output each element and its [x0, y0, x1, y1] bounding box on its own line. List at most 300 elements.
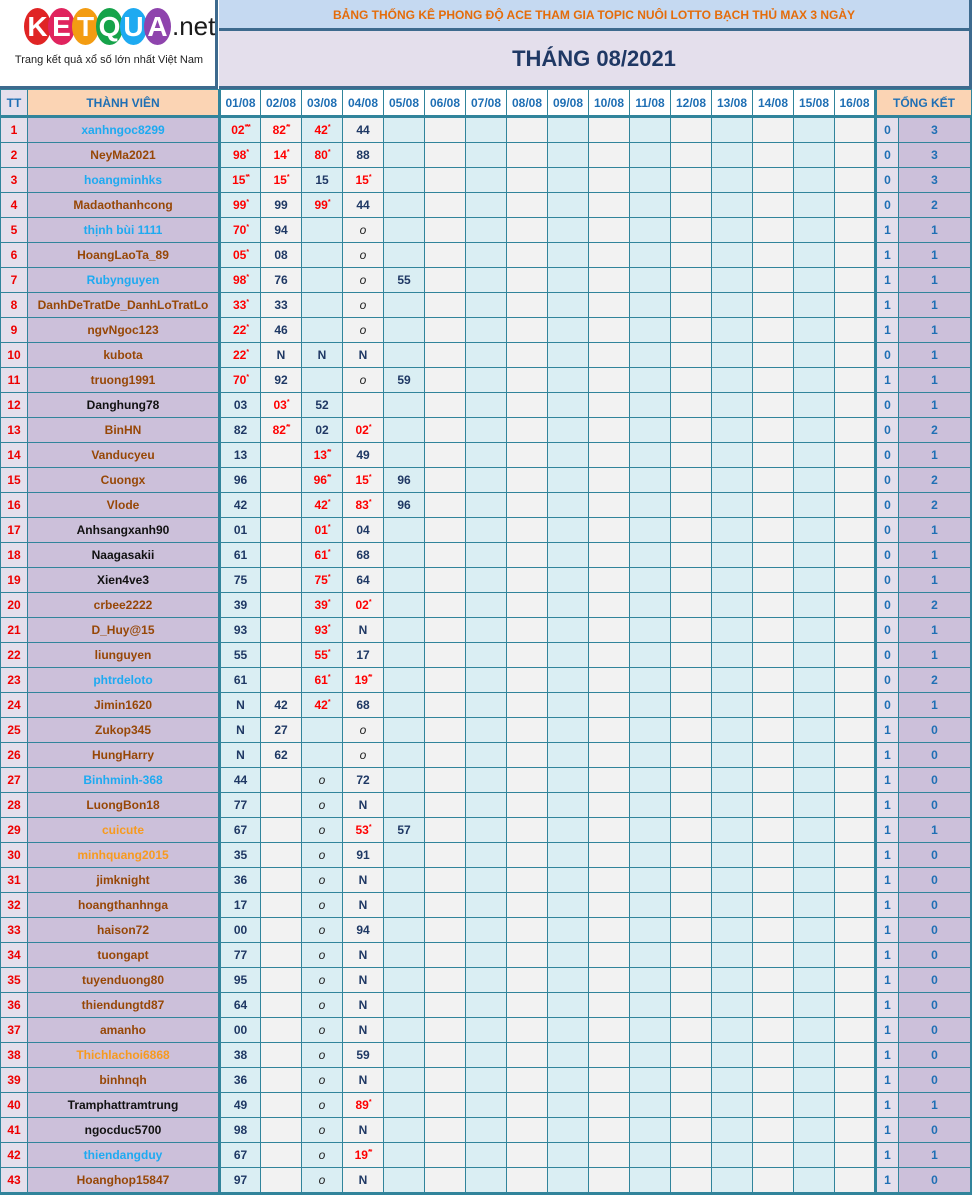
day-cell: [261, 1168, 302, 1194]
day-cell: [425, 168, 466, 193]
day-cell: [630, 818, 671, 843]
day-cell: [220, 893, 261, 918]
lotto-number: o: [318, 798, 326, 812]
day-cell: [302, 643, 343, 668]
summary-miss: 0: [876, 193, 899, 218]
lotto-number: o: [318, 948, 326, 962]
summary-miss: 1: [876, 943, 899, 968]
day-cell: [302, 793, 343, 818]
day-cell: [630, 1093, 671, 1118]
table-row: [1, 1093, 972, 1118]
day-cell: [835, 343, 876, 368]
day-cell: [384, 393, 425, 418]
day-cell: [753, 368, 794, 393]
day-cell: [548, 643, 589, 668]
day-cell: [589, 117, 630, 143]
day-cell: [753, 268, 794, 293]
day-cell: [302, 293, 343, 318]
table-row: [1, 1143, 972, 1168]
day-cell: [712, 793, 753, 818]
day-cell: [220, 918, 261, 943]
day-cell: [794, 843, 835, 868]
day-cell: [712, 243, 753, 268]
day-cell: [425, 943, 466, 968]
day-cell: [794, 418, 835, 443]
summary-miss: 1: [876, 718, 899, 743]
day-cell: [466, 943, 507, 968]
summary-hits: 0: [899, 868, 972, 893]
summary-miss: 1: [876, 818, 899, 843]
day-cell: [835, 468, 876, 493]
ketqua-logo[interactable]: [0, 0, 218, 89]
day-cell: [507, 643, 548, 668]
day-cell: [753, 668, 794, 693]
day-cell: [671, 117, 712, 143]
summary-hits: 0: [899, 743, 972, 768]
stats-table: [0, 89, 972, 1195]
row-number: 2: [1, 143, 28, 168]
day-cell: [220, 1068, 261, 1093]
summary-miss: 1: [876, 743, 899, 768]
lotto-number: 64: [233, 998, 248, 1012]
day-cell: [220, 368, 261, 393]
day-cell: [384, 693, 425, 718]
day-cell: [835, 168, 876, 193]
lotto-number: 95: [233, 973, 248, 987]
row-number: 23: [1, 668, 28, 693]
table-row: [1, 493, 972, 518]
day-cell: [835, 368, 876, 393]
logo-letter-ball: A: [144, 8, 171, 45]
day-cell: [753, 468, 794, 493]
day-cell: [261, 993, 302, 1018]
day-cell: [548, 493, 589, 518]
lotto-number: o: [318, 1123, 326, 1137]
summary-miss: 0: [876, 343, 899, 368]
row-number: 34: [1, 943, 28, 968]
day-cell: [630, 1168, 671, 1194]
day-cell: [220, 143, 261, 168]
day-cell: [261, 543, 302, 568]
row-number: 29: [1, 818, 28, 843]
day-cell: [261, 818, 302, 843]
day-cell: [384, 1143, 425, 1168]
hit-stars: **: [367, 1149, 372, 1156]
day-cell: [302, 443, 343, 468]
row-number: 28: [1, 793, 28, 818]
day-cell: [753, 993, 794, 1018]
day-cell: [425, 368, 466, 393]
lotto-number: 96: [233, 473, 248, 487]
day-cell: [466, 743, 507, 768]
day-cell: [343, 293, 384, 318]
day-cell: [589, 368, 630, 393]
day-cell: [343, 893, 384, 918]
day-cell: [589, 543, 630, 568]
day-cell: [507, 168, 548, 193]
day-cell: [548, 343, 589, 368]
day-cell: [302, 818, 343, 843]
day-cell: [794, 868, 835, 893]
day-cell: [712, 1118, 753, 1143]
day-cell: [753, 1143, 794, 1168]
day-cell: [425, 768, 466, 793]
day-cell: [794, 117, 835, 143]
member-name: Hoanghop15847: [28, 1168, 220, 1194]
day-cell: [630, 593, 671, 618]
lotto-number: 42: [314, 123, 328, 137]
day-cell: [220, 493, 261, 518]
summary-hits: 0: [899, 843, 972, 868]
lotto-number: N: [358, 873, 368, 887]
lotto-number: N: [317, 348, 327, 362]
day-cell: [261, 1068, 302, 1093]
day-cell: [794, 368, 835, 393]
day-cell: [384, 168, 425, 193]
day-cell: [466, 1068, 507, 1093]
table-row: [1, 168, 972, 193]
lotto-number: 91: [356, 848, 370, 862]
day-cell: [261, 343, 302, 368]
day-cell: [794, 993, 835, 1018]
day-cell: [753, 843, 794, 868]
day-cell: [507, 918, 548, 943]
day-cell: [302, 518, 343, 543]
summary-miss: 1: [876, 793, 899, 818]
lotto-number: N: [358, 948, 368, 962]
day-cell: [753, 493, 794, 518]
day-cell: [261, 593, 302, 618]
day-cell: [343, 117, 384, 143]
day-cell: [343, 343, 384, 368]
row-number: 10: [1, 343, 28, 368]
table-row: [1, 793, 972, 818]
day-cell: [589, 418, 630, 443]
day-cell: [753, 868, 794, 893]
lotto-number: 04: [356, 523, 370, 537]
day-cell: [261, 618, 302, 643]
day-cell: [630, 793, 671, 818]
lotto-number: 99: [314, 198, 328, 212]
day-cell: [261, 193, 302, 218]
day-cell: [384, 793, 425, 818]
member-name: thiendungtd87: [28, 993, 220, 1018]
day-cell: [343, 618, 384, 643]
lotto-number: 02: [231, 123, 245, 137]
summary-miss: 0: [876, 443, 899, 468]
summary-miss: 1: [876, 318, 899, 343]
day-cell: [835, 743, 876, 768]
day-cell: [548, 593, 589, 618]
lotto-number: o: [318, 1048, 326, 1062]
day-cell: [466, 1093, 507, 1118]
day-cell: [835, 768, 876, 793]
day-cell: [671, 1068, 712, 1093]
day-cell: [261, 117, 302, 143]
day-cell: [753, 593, 794, 618]
day-cell: [425, 293, 466, 318]
day-cell: [712, 1143, 753, 1168]
day-cell: [548, 1068, 589, 1093]
row-number: 27: [1, 768, 28, 793]
day-cell: [466, 318, 507, 343]
lotto-number: 46: [274, 323, 288, 337]
day-cell: [712, 718, 753, 743]
day-cell: [466, 468, 507, 493]
day-cell: [671, 718, 712, 743]
member-name: truong1991: [28, 368, 220, 393]
summary-hits: 1: [899, 818, 972, 843]
lotto-number: 17: [356, 648, 370, 662]
lotto-number: 68: [356, 548, 370, 562]
day-cell: [343, 443, 384, 468]
day-cell: [466, 768, 507, 793]
member-name: HungHarry: [28, 743, 220, 768]
day-cell: [384, 1093, 425, 1118]
day-cell: [835, 593, 876, 618]
day-cell: [343, 1068, 384, 1093]
day-cell: [261, 1043, 302, 1068]
summary-hits: 2: [899, 593, 972, 618]
day-cell: [302, 393, 343, 418]
row-number: 13: [1, 418, 28, 443]
day-cell: [671, 768, 712, 793]
day-cell: [220, 318, 261, 343]
day-cell: [261, 643, 302, 668]
report-month: THÁNG 08/2021: [219, 31, 972, 89]
day-cell: [302, 243, 343, 268]
day-cell: [302, 1043, 343, 1068]
day-cell: [384, 968, 425, 993]
summary-miss: 1: [876, 868, 899, 893]
row-number: 17: [1, 518, 28, 543]
lotto-number: 52: [315, 398, 329, 412]
day-cell: [343, 168, 384, 193]
day-cell: [261, 1118, 302, 1143]
day-cell: [261, 668, 302, 693]
summary-miss: 0: [876, 468, 899, 493]
lotto-number: 57: [397, 823, 411, 837]
summary-hits: 2: [899, 193, 972, 218]
lotto-number: 15: [232, 173, 246, 187]
day-cell: [753, 243, 794, 268]
day-cell: [425, 318, 466, 343]
row-number: 22: [1, 643, 28, 668]
day-cell: [589, 218, 630, 243]
day-cell: [548, 993, 589, 1018]
day-cell: [466, 568, 507, 593]
hit-stars: *: [368, 824, 371, 831]
summary-hits: 0: [899, 1043, 972, 1068]
day-cell: [835, 643, 876, 668]
table-row: [1, 968, 972, 993]
hit-stars: *: [246, 299, 249, 306]
table-row: [1, 593, 972, 618]
day-cell: [384, 243, 425, 268]
day-cell: [384, 893, 425, 918]
day-cell: [425, 918, 466, 943]
day-cell: [671, 318, 712, 343]
day-cell: [712, 843, 753, 868]
day-cell: [712, 568, 753, 593]
day-cell: [630, 1018, 671, 1043]
hit-stars: *: [368, 1099, 371, 1106]
day-cell: [384, 818, 425, 843]
day-cell: [507, 668, 548, 693]
day-cell: [466, 1018, 507, 1043]
member-name: Thichlachoi6868: [28, 1043, 220, 1068]
day-cell: [220, 618, 261, 643]
day-cell: [220, 443, 261, 468]
day-cell: [425, 393, 466, 418]
day-cell: [261, 143, 302, 168]
lotto-number: o: [359, 748, 367, 762]
day-cell: [425, 693, 466, 718]
day-cell: [302, 593, 343, 618]
row-number: 42: [1, 1143, 28, 1168]
lotto-number: N: [236, 723, 245, 737]
day-cell: [343, 243, 384, 268]
lotto-number: 82: [233, 423, 248, 437]
column-header-date: 16/08: [835, 90, 876, 117]
summary-miss: 1: [876, 1068, 899, 1093]
summary-miss: 0: [876, 518, 899, 543]
day-cell: [343, 918, 384, 943]
day-cell: [753, 117, 794, 143]
day-cell: [302, 993, 343, 1018]
summary-hits: 3: [899, 168, 972, 193]
day-cell: [712, 143, 753, 168]
lotto-number: 77: [233, 948, 248, 962]
report-title: BẢNG THỐNG KÊ PHONG ĐỘ ACE THAM GIA TOPIC NUÔI LOTTO BẠCH THỦ MAX 3 NGÀY: [219, 0, 972, 31]
day-cell: [302, 893, 343, 918]
day-cell: [466, 268, 507, 293]
hit-stars: *: [286, 399, 289, 406]
day-cell: [548, 1118, 589, 1143]
day-cell: [507, 393, 548, 418]
day-cell: [261, 443, 302, 468]
day-cell: [384, 418, 425, 443]
table-row: [1, 1068, 972, 1093]
day-cell: [261, 243, 302, 268]
day-cell: [425, 743, 466, 768]
day-cell: [835, 418, 876, 443]
day-cell: [220, 668, 261, 693]
lotto-number: 02: [315, 423, 329, 437]
day-cell: [220, 393, 261, 418]
row-number: 35: [1, 968, 28, 993]
day-cell: [425, 493, 466, 518]
day-cell: [466, 1143, 507, 1168]
row-number: 16: [1, 493, 28, 518]
day-cell: [835, 893, 876, 918]
day-cell: [671, 818, 712, 843]
day-cell: [302, 343, 343, 368]
day-cell: [302, 568, 343, 593]
day-cell: [261, 418, 302, 443]
day-cell: [548, 193, 589, 218]
day-cell: [261, 218, 302, 243]
day-cell: [835, 918, 876, 943]
day-cell: [261, 1018, 302, 1043]
day-cell: [835, 443, 876, 468]
day-cell: [589, 1043, 630, 1068]
row-number: 20: [1, 593, 28, 618]
day-cell: [466, 618, 507, 643]
hit-stars: *: [368, 474, 371, 481]
column-header-date: 11/08: [630, 90, 671, 117]
logo-letter-ball: Q: [96, 8, 123, 45]
table-row: [1, 293, 972, 318]
summary-hits: 2: [899, 493, 972, 518]
day-cell: [835, 843, 876, 868]
day-cell: [794, 1093, 835, 1118]
day-cell: [507, 1143, 548, 1168]
day-cell: [835, 1143, 876, 1168]
day-cell: [589, 568, 630, 593]
day-cell: [630, 918, 671, 943]
day-cell: [671, 1043, 712, 1068]
lotto-number: 83: [355, 498, 369, 512]
lotto-number: 94: [274, 223, 288, 237]
row-number: 6: [1, 243, 28, 268]
day-cell: [835, 868, 876, 893]
lotto-number: 49: [356, 448, 370, 462]
column-header-date: 05/08: [384, 90, 425, 117]
day-cell: [794, 1168, 835, 1194]
day-cell: [794, 593, 835, 618]
column-header-tt: TT: [1, 90, 28, 117]
day-cell: [630, 718, 671, 743]
lotto-number: 93: [314, 623, 328, 637]
day-cell: [261, 793, 302, 818]
day-cell: [302, 718, 343, 743]
hit-stars: *: [246, 224, 249, 231]
lotto-number: 61: [233, 673, 248, 687]
day-cell: [835, 568, 876, 593]
table-row: [1, 693, 972, 718]
lotto-number: 59: [356, 1048, 370, 1062]
day-cell: [384, 668, 425, 693]
lotto-number: o: [318, 973, 326, 987]
lotto-number: 08: [274, 248, 288, 262]
day-cell: [384, 543, 425, 568]
hit-stars: *: [368, 499, 371, 506]
day-cell: [548, 393, 589, 418]
day-cell: [466, 218, 507, 243]
summary-hits: 1: [899, 693, 972, 718]
summary-miss: 0: [876, 668, 899, 693]
day-cell: [343, 568, 384, 593]
day-cell: [671, 1168, 712, 1194]
day-cell: [425, 1018, 466, 1043]
hit-stars: *: [327, 124, 330, 131]
day-cell: [343, 518, 384, 543]
day-cell: [507, 593, 548, 618]
table-row: [1, 218, 972, 243]
day-cell: [630, 443, 671, 468]
day-cell: [712, 693, 753, 718]
lotto-number: 61: [314, 673, 328, 687]
day-cell: [630, 193, 671, 218]
day-cell: [548, 318, 589, 343]
day-cell: [302, 193, 343, 218]
day-cell: [507, 568, 548, 593]
day-cell: [548, 268, 589, 293]
summary-hits: 3: [899, 117, 972, 143]
day-cell: [466, 718, 507, 743]
summary-hits: 1: [899, 543, 972, 568]
